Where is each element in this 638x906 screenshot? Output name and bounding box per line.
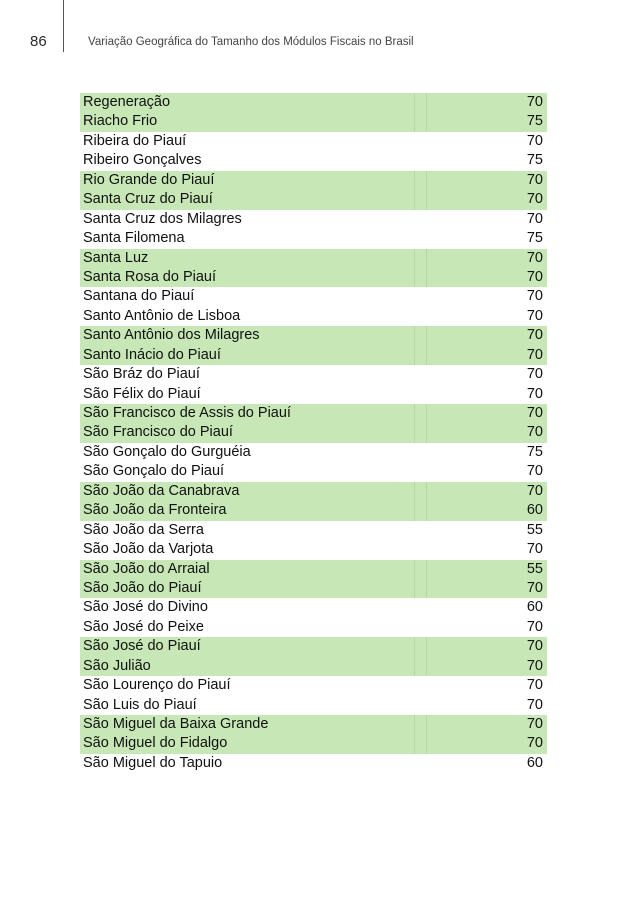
module-size-value: 70 [526,366,543,383]
module-size-value: 60 [526,599,543,616]
table-row [80,540,547,559]
table-row [80,249,547,268]
table-row [80,754,547,773]
module-size-value: 60 [526,502,543,519]
table-row [80,404,547,423]
table-row [80,385,547,404]
municipality-name: São João da Serra [83,521,204,538]
municipality-name: São Francisco do Piauí [83,424,233,441]
municipality-name: São Gonçalo do Piauí [83,463,225,480]
municipality-name: São Bráz do Piauí [83,366,200,383]
module-size-value: 70 [526,191,543,208]
table-row [80,190,547,209]
municipality-name: São Miguel do Tapuio [83,754,223,771]
module-size-value: 70 [526,171,543,188]
table-row [80,598,547,617]
municipality-name: São José do Divino [83,599,208,616]
module-size-value: 70 [526,405,543,421]
table-row [80,715,547,734]
module-size-value: 70 [526,482,543,499]
table-row [80,579,547,598]
municipality-name: São José do Peixe [83,618,204,635]
table-row [80,268,547,287]
module-size-value: 70 [526,94,543,110]
municipality-name: Santo Antônio de Lisboa [83,307,241,324]
module-size-value: 70 [526,657,543,674]
module-size-value: 70 [526,346,543,363]
table-row [80,657,547,676]
module-size-value: 70 [526,618,543,635]
municipality-name: São Lourenço do Piauí [83,677,231,694]
municipality-name: São Miguel do Fidalgo [83,735,228,752]
municipality-name: Ribeira do Piauí [83,132,187,149]
municipality-name: Santa Cruz dos Milagres [83,210,242,227]
municipality-name: Santo Antônio dos Milagres [83,327,260,344]
module-size-value: 55 [526,560,543,577]
module-size-value: 60 [526,754,543,771]
municipality-name: São José do Piauí [83,638,201,655]
module-size-value: 70 [526,541,543,558]
table-row [80,618,547,637]
module-size-value: 70 [526,579,543,596]
municipality-name: São João da Canabrava [83,482,240,499]
municipality-name: Ribeiro Gonçalves [83,152,202,169]
municipality-name: Riacho Frio [83,113,158,130]
table-row [80,501,547,520]
module-size-value: 70 [526,307,543,324]
module-size-value: 70 [526,677,543,694]
table-row [80,326,547,345]
module-size-value: 70 [526,463,543,480]
municipality-name: Santa Rosa do Piauí [83,268,217,285]
municipality-name: São João da Varjota [83,541,214,558]
municipality-name: São Julião [83,657,151,674]
module-size-value: 70 [526,132,543,149]
module-size-value: 70 [526,424,543,441]
table-row [80,93,547,112]
municipality-name: São Gonçalo do Gurguéia [83,443,251,460]
municipality-name: Santa Filomena [83,230,185,247]
module-size-value: 75 [526,152,543,169]
table-row [80,112,547,131]
municipality-name: São João do Arraial [83,560,210,577]
municipality-name: São João da Fronteira [83,502,227,519]
running-title: Variação Geográfica do Tamanho dos Módulos Fiscais no Brasil [88,36,414,48]
table-row [80,676,547,695]
table-row [80,482,547,501]
module-size-value: 75 [526,113,543,130]
module-size-value: 70 [526,327,543,344]
table-row [80,171,547,190]
table-row [80,151,547,170]
table-row [80,132,547,151]
table-row [80,462,547,481]
municipality-name: São Francisco de Assis do Piauí [83,405,291,421]
table-row [80,365,547,384]
municipality-name: Regeneração [83,94,171,110]
table-row [80,307,547,326]
municipality-name: São Félix do Piauí [83,385,201,402]
module-size-value: 70 [526,288,543,305]
module-size-value: 75 [526,443,543,460]
table-row [80,229,547,248]
table-row [80,443,547,462]
table-row [80,560,547,579]
table-row [80,734,547,753]
municipality-name: São João do Piauí [83,579,202,596]
municipality-name: Santa Luz [83,249,149,266]
municipality-name: Santa Cruz do Piauí [83,191,213,208]
municipality-name: Rio Grande do Piauí [83,171,215,188]
module-size-value: 75 [526,230,543,247]
table-row [80,637,547,656]
module-size-value: 70 [526,696,543,713]
table-row [80,287,547,306]
page-number: 86 [30,33,47,50]
module-size-value: 70 [526,735,543,752]
module-size-value: 55 [526,521,543,538]
municipality-name: Santana do Piauí [83,288,195,305]
table-row [80,521,547,540]
module-size-value: 70 [526,210,543,227]
module-size-value: 70 [526,716,543,732]
municipality-table [80,93,547,773]
table-row [80,346,547,365]
header-divider [63,0,64,52]
module-size-value: 70 [526,268,543,285]
table-row [80,423,547,442]
table-row [80,696,547,715]
municipality-name: São Miguel da Baixa Grande [83,716,269,732]
module-size-value: 70 [526,385,543,402]
module-size-value: 70 [526,638,543,655]
module-size-value: 70 [526,249,543,266]
table-row [80,210,547,229]
municipality-name: Santo Inácio do Piauí [83,346,221,363]
municipality-name: São Luis do Piauí [83,696,197,713]
